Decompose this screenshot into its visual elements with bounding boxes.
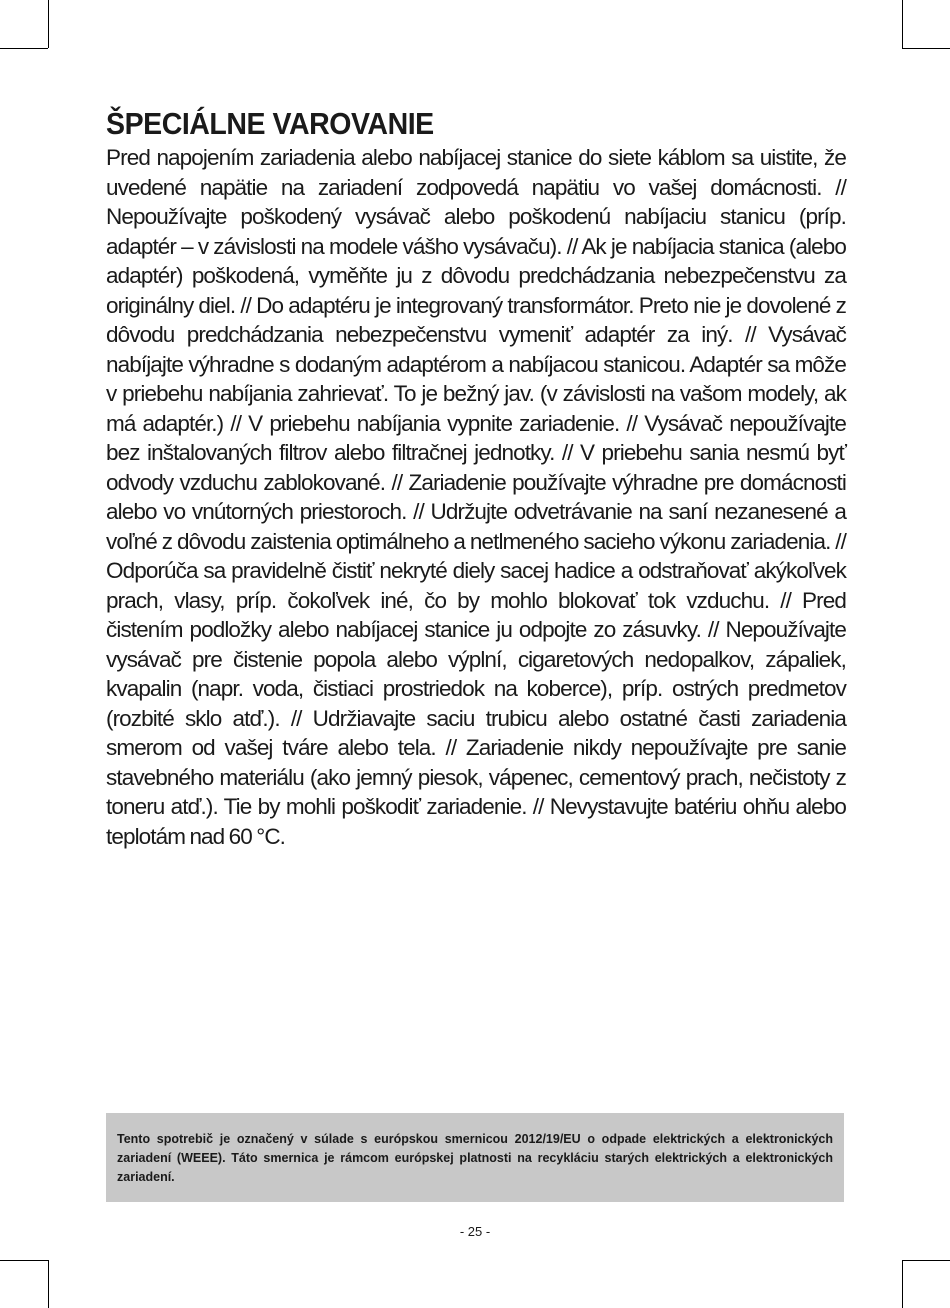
- crop-mark-top-right-vertical: [902, 0, 903, 48]
- crop-mark-bottom-left-vertical: [48, 1260, 49, 1308]
- page-title: ŠPECIÁLNE VAROVANIE: [106, 106, 434, 141]
- warning-body-text: Pred napojením zariadenia alebo nabíjacej stanice do siete káblom sa uistite, že uvedené napätie na zariadení zodpovedá napätiu vo vašej domácnosti. // Nepoužívajte poškodený vysávač alebo poškodenú nabíjaciu stanicu (príp. adaptér – v závislosti na modele vášho vysávaču). // Ak je nabíjacia stanica (alebo adaptér) poškodená, vyměňte ju z dôvodu predchádzania nebezpečenstvu za originálny diel. // Do adaptéru je integrovaný transformátor. Preto nie je dovolené z dôvodu predchádzania nebezpečenstvu vymeniť adaptér za iný. // Vysávač nabíjajte výhradne s dodaným adaptérom a nabíjacou stanicou. Adaptér sa môže v priebehu nabíjania zahrievať. To je bežný jav. (v závislosti na vašom modely, ak má adaptér.) // V priebehu nabíjania vypnite zariadenie. // Vysávač nepoužívajte bez inštalovaných filtrov alebo filtračnej jednotky. // V priebehu sania nesmú byť odvody vzduchu zablokované. // Zariadenie používajte výhradne pre domácnosti alebo vo vnútorných priestoroch. // Udržujte odvetrávanie na saní nezanesené a voľné z dôvodu zaistenia optimálneho a netlmeného sacieho výkonu zariadenia. // Odporúča sa pravidelně čistiť nekryté diely sacej hadice a odstraňovať akýkoľvek prach, vlasy, príp. čokoľvek iné, čo by mohlo blokovať tok vzduchu. // Pred čistením podložky alebo nabíjacej stanice ju odpojte zo zásuvky. // Nepoužívajte vysávač pre čistenie popola alebo výplní, cigaretových nedopalkov, zápaliek, kvapalin (napr. voda, čistiaci prostriedok na koberce), príp. ostrých predmetov (rozbité sklo atď.). // Udržiavajte saciu trubicu alebo ostatné časti zariadenia smerom od vašej tváre alebo tela. // Zariadenie nikdy nepoužívajte pre sanie stavebného materiálu (ako jemný piesok, vápenec, cementový prach, nečistoty z toneru atď.). Tie by mohli poškodiť zariadenie. // Nevystavujte batériu ohňu alebo teplotám nad 60 °C.: [106, 145, 846, 849]
- weee-notice-text: Tento spotrebič je označený v súlade s európskou smernicou 2012/19/EU o odpade elektrických a elektronických zariadení (WEEE). Táto smernica je rámcom európskej platnosti na recykláciu starých elektrických a elektronických zariadení.: [117, 1132, 833, 1184]
- crop-mark-bottom-left-horizontal: [0, 1260, 48, 1261]
- crop-mark-top-left-horizontal: [0, 48, 48, 49]
- crop-mark-bottom-right-vertical: [902, 1260, 903, 1308]
- weee-notice-box: [106, 1113, 844, 1202]
- crop-mark-bottom-right-horizontal: [902, 1260, 950, 1261]
- crop-mark-top-left-vertical: [48, 0, 49, 48]
- crop-mark-top-right-horizontal: [902, 48, 950, 49]
- page-number: - 25 -: [459, 1224, 491, 1239]
